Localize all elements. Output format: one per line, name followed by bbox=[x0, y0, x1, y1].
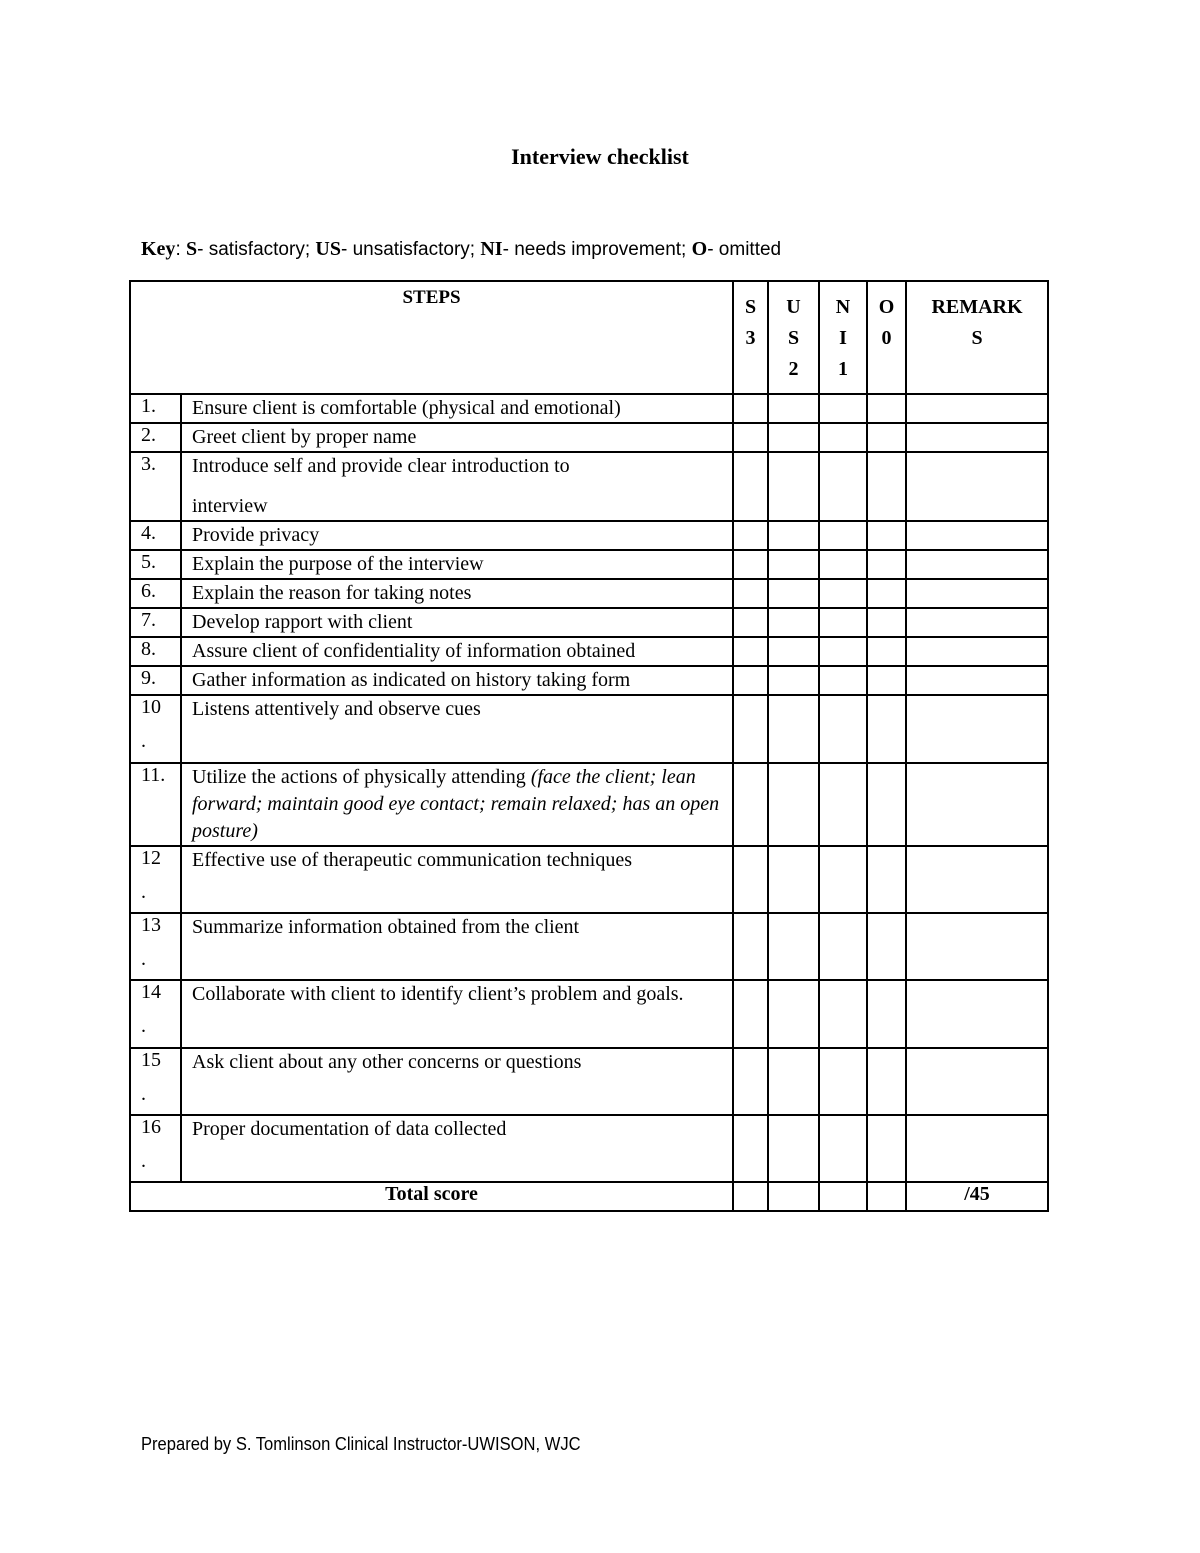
cell-o[interactable] bbox=[867, 913, 906, 980]
cell-ni[interactable] bbox=[819, 1115, 867, 1182]
key-code-o: O bbox=[691, 238, 708, 260]
header-steps: STEPS bbox=[130, 281, 733, 394]
cell-us[interactable] bbox=[768, 579, 819, 608]
row-number: 2. bbox=[130, 423, 181, 452]
cell-us[interactable] bbox=[768, 452, 819, 521]
total-row bbox=[130, 1182, 1048, 1211]
row-step: Explain the reason for taking notes bbox=[181, 579, 733, 608]
total-ni[interactable] bbox=[819, 1182, 867, 1211]
cell-o[interactable] bbox=[867, 637, 906, 666]
cell-ni[interactable] bbox=[819, 846, 867, 913]
row-step: Assure client of confidentiality of information obtained bbox=[181, 637, 733, 666]
total-label: Total score bbox=[130, 1182, 733, 1211]
cell-ni[interactable] bbox=[819, 763, 867, 846]
cell-us[interactable] bbox=[768, 637, 819, 666]
table-row bbox=[130, 846, 1048, 913]
row-number: 15 . bbox=[130, 1048, 181, 1115]
cell-o[interactable] bbox=[867, 579, 906, 608]
total-o[interactable] bbox=[867, 1182, 906, 1211]
row-step: Ask client about any other concerns or questions bbox=[181, 1048, 733, 1115]
cell-remarks[interactable] bbox=[906, 1115, 1048, 1182]
cell-ni[interactable] bbox=[819, 423, 867, 452]
total-score: /45 bbox=[906, 1182, 1048, 1211]
table-row bbox=[130, 579, 1048, 608]
header-remarks: REMARK S bbox=[906, 281, 1048, 394]
table-row bbox=[130, 695, 1048, 763]
cell-ni[interactable] bbox=[819, 637, 867, 666]
total-us[interactable] bbox=[768, 1182, 819, 1211]
cell-o[interactable] bbox=[867, 423, 906, 452]
row-number: 6. bbox=[130, 579, 181, 608]
row-number: 11. bbox=[130, 763, 181, 846]
row-number: 8. bbox=[130, 637, 181, 666]
row-step: Listens attentively and observe cues bbox=[181, 695, 733, 763]
table-row bbox=[130, 452, 1048, 521]
cell-us[interactable] bbox=[768, 763, 819, 846]
row-number: 3. bbox=[130, 452, 181, 521]
cell-o[interactable] bbox=[867, 521, 906, 550]
cell-remarks[interactable] bbox=[906, 579, 1048, 608]
cell-o[interactable] bbox=[867, 846, 906, 913]
cell-us[interactable] bbox=[768, 521, 819, 550]
cell-us[interactable] bbox=[768, 666, 819, 695]
cell-s[interactable] bbox=[733, 1048, 768, 1115]
row-number: 5. bbox=[130, 550, 181, 579]
row-step: Gather information as indicated on history taking form bbox=[181, 666, 733, 695]
cell-ni[interactable] bbox=[819, 980, 867, 1048]
row-number: 9. bbox=[130, 666, 181, 695]
cell-ni[interactable] bbox=[819, 550, 867, 579]
cell-o[interactable] bbox=[867, 452, 906, 521]
row-number: 16 . bbox=[130, 1115, 181, 1182]
cell-s[interactable] bbox=[733, 550, 768, 579]
cell-remarks[interactable] bbox=[906, 763, 1048, 846]
table-row bbox=[130, 637, 1048, 666]
table-row bbox=[130, 1048, 1048, 1115]
cell-ni[interactable] bbox=[819, 666, 867, 695]
cell-remarks[interactable] bbox=[906, 550, 1048, 579]
header-us: U S 2 bbox=[768, 281, 819, 394]
cell-us[interactable] bbox=[768, 846, 819, 913]
table-row bbox=[130, 913, 1048, 980]
cell-ni[interactable] bbox=[819, 695, 867, 763]
header-s: S 3 bbox=[733, 281, 768, 394]
cell-us[interactable] bbox=[768, 1115, 819, 1182]
cell-remarks[interactable] bbox=[906, 666, 1048, 695]
cell-remarks[interactable] bbox=[906, 394, 1048, 423]
cell-ni[interactable] bbox=[819, 1048, 867, 1115]
cell-s[interactable] bbox=[733, 666, 768, 695]
cell-us[interactable] bbox=[768, 695, 819, 763]
cell-s[interactable] bbox=[733, 452, 768, 521]
cell-o[interactable] bbox=[867, 550, 906, 579]
cell-remarks[interactable] bbox=[906, 423, 1048, 452]
row-step: Ensure client is comfortable (physical and emotional) bbox=[181, 394, 733, 423]
row-step: Summarize information obtained from the client bbox=[181, 913, 733, 980]
row-number: 13 . bbox=[130, 913, 181, 980]
key-code-us: US bbox=[315, 238, 341, 260]
row-step: Provide privacy bbox=[181, 521, 733, 550]
row-number: 12 . bbox=[130, 846, 181, 913]
key-code-s: S bbox=[186, 238, 198, 260]
cell-o[interactable] bbox=[867, 666, 906, 695]
cell-ni[interactable] bbox=[819, 579, 867, 608]
key-desc-ni: - needs improvement; bbox=[502, 239, 687, 260]
cell-o[interactable] bbox=[867, 1048, 906, 1115]
key-desc-s: - satisfactory; bbox=[197, 239, 311, 260]
table-row bbox=[130, 521, 1048, 550]
cell-ni[interactable] bbox=[819, 521, 867, 550]
cell-s[interactable] bbox=[733, 846, 768, 913]
cell-o[interactable] bbox=[867, 695, 906, 763]
row-number: 4. bbox=[130, 521, 181, 550]
cell-remarks[interactable] bbox=[906, 608, 1048, 637]
cell-s[interactable] bbox=[733, 763, 768, 846]
cell-s[interactable] bbox=[733, 423, 768, 452]
cell-s[interactable] bbox=[733, 579, 768, 608]
total-s[interactable] bbox=[733, 1182, 768, 1211]
cell-us[interactable] bbox=[768, 423, 819, 452]
key-desc-o: - omitted bbox=[707, 239, 782, 260]
cell-us[interactable] bbox=[768, 394, 819, 423]
header-row bbox=[130, 281, 1048, 394]
row-step: Introduce self and provide clear introduction to interview bbox=[181, 452, 733, 521]
table-row bbox=[130, 1115, 1048, 1182]
row-number: 14 . bbox=[130, 980, 181, 1048]
checklist-table bbox=[129, 280, 1049, 1212]
table-row bbox=[130, 763, 1048, 846]
cell-s[interactable] bbox=[733, 913, 768, 980]
cell-remarks[interactable] bbox=[906, 637, 1048, 666]
cell-s[interactable] bbox=[733, 1115, 768, 1182]
cell-remarks[interactable] bbox=[906, 521, 1048, 550]
cell-us[interactable] bbox=[768, 608, 819, 637]
cell-o[interactable] bbox=[867, 980, 906, 1048]
cell-s[interactable] bbox=[733, 980, 768, 1048]
table-row bbox=[130, 394, 1048, 423]
cell-s[interactable] bbox=[733, 637, 768, 666]
row-number: 7. bbox=[130, 608, 181, 637]
page-title: Interview checklist bbox=[511, 144, 689, 169]
cell-remarks[interactable] bbox=[906, 452, 1048, 521]
cell-s[interactable] bbox=[733, 521, 768, 550]
cell-remarks[interactable] bbox=[906, 980, 1048, 1048]
cell-ni[interactable] bbox=[819, 608, 867, 637]
cell-o[interactable] bbox=[867, 608, 906, 637]
key-legend: Key: S- satisfactory; US- unsatisfactory; NI- needs improvement; O- omitted bbox=[141, 238, 782, 260]
cell-remarks[interactable] bbox=[906, 1048, 1048, 1115]
row-step: Effective use of therapeutic communication techniques bbox=[181, 846, 733, 913]
cell-ni[interactable] bbox=[819, 452, 867, 521]
cell-remarks[interactable] bbox=[906, 846, 1048, 913]
table-row bbox=[130, 980, 1048, 1048]
header-o: O 0 bbox=[867, 281, 906, 394]
cell-s[interactable] bbox=[733, 695, 768, 763]
key-label: Key bbox=[141, 238, 176, 260]
cell-o[interactable] bbox=[867, 763, 906, 846]
cell-ni[interactable] bbox=[819, 913, 867, 980]
key-desc-us: - unsatisfactory; bbox=[340, 239, 476, 260]
row-step: Develop rapport with client bbox=[181, 608, 733, 637]
row-step: Utilize the actions of physically attending (face the client; lean forward; maintain good eye contact; remain relaxed; has an open posture) bbox=[181, 763, 733, 846]
cell-us[interactable] bbox=[768, 550, 819, 579]
cell-s[interactable] bbox=[733, 608, 768, 637]
cell-o[interactable] bbox=[867, 1115, 906, 1182]
cell-remarks[interactable] bbox=[906, 695, 1048, 763]
header-ni: N I 1 bbox=[819, 281, 867, 394]
row-number: 1. bbox=[130, 394, 181, 423]
table-row bbox=[130, 550, 1048, 579]
table-row bbox=[130, 666, 1048, 695]
cell-us[interactable] bbox=[768, 980, 819, 1048]
cell-s[interactable] bbox=[733, 394, 768, 423]
cell-us[interactable] bbox=[768, 1048, 819, 1115]
table-row bbox=[130, 608, 1048, 637]
cell-remarks[interactable] bbox=[906, 913, 1048, 980]
row-step: Greet client by proper name bbox=[181, 423, 733, 452]
cell-o[interactable] bbox=[867, 394, 906, 423]
key-code-ni: NI bbox=[480, 238, 503, 260]
footer-text: Prepared by S. Tomlinson Clinical Instructor-UWISON, WJC bbox=[141, 1434, 581, 1454]
row-step: Proper documentation of data collected bbox=[181, 1115, 733, 1182]
cell-us[interactable] bbox=[768, 913, 819, 980]
row-number: 10 . bbox=[130, 695, 181, 763]
row-step: Explain the purpose of the interview bbox=[181, 550, 733, 579]
cell-ni[interactable] bbox=[819, 394, 867, 423]
table-row bbox=[130, 423, 1048, 452]
row-step: Collaborate with client to identify client’s problem and goals. bbox=[181, 980, 733, 1048]
